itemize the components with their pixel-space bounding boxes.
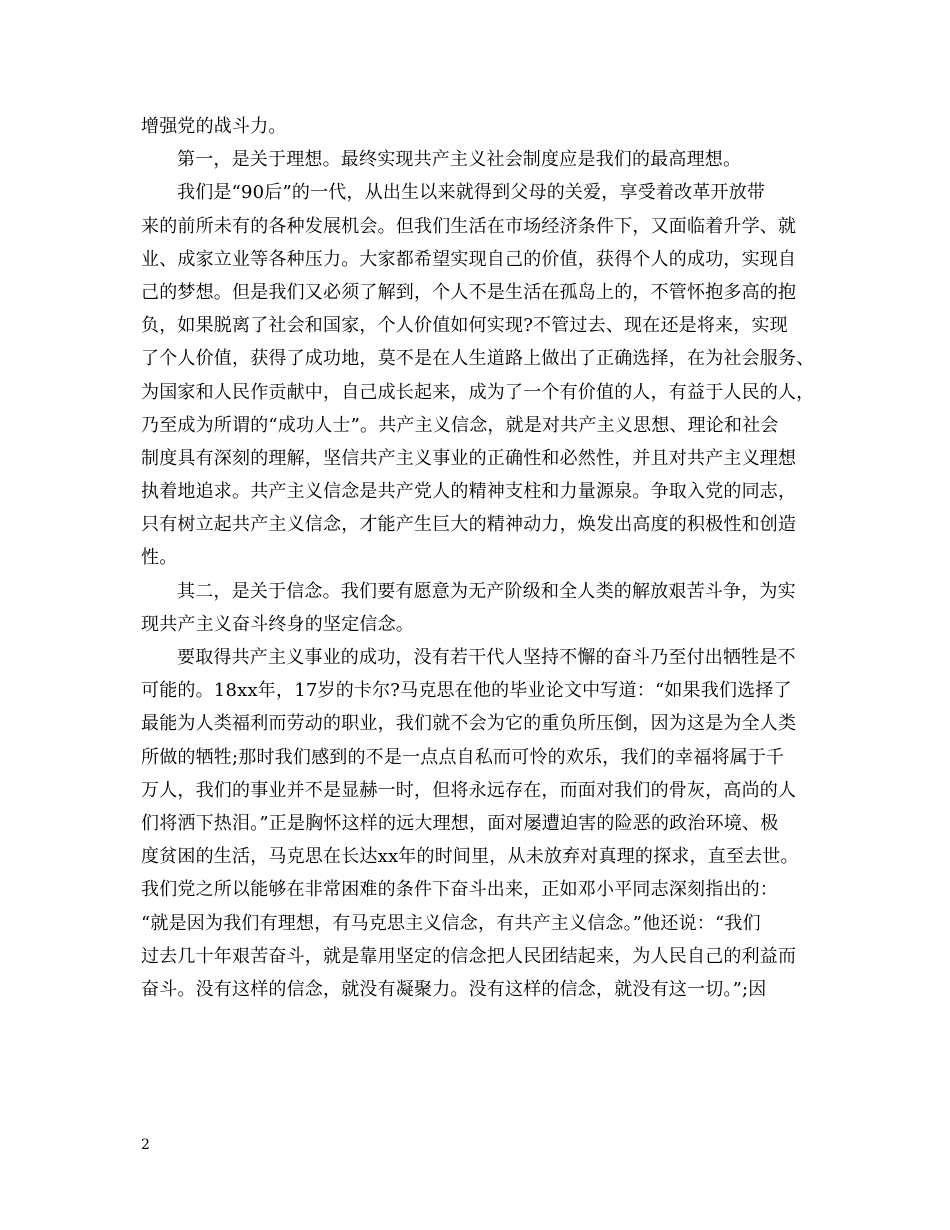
text-line: 所做的牺牲;那时我们感到的不是一点点自私而可怜的欢乐，我们的幸福将属于千 bbox=[141, 746, 785, 768]
text-line: 来的前所未有的各种发展机会。但我们生活在市场经济条件下，又面临着升学、就 bbox=[141, 215, 797, 237]
text-line: 可能的。18xx年，17岁的卡尔?马克思在他的毕业论文中写道：“如果我们选择了 bbox=[141, 680, 792, 702]
text-line: 制度具有深刻的理解，坚信共产主义事业的正确性和必然性，并且对共产主义理想 bbox=[141, 447, 797, 469]
document-body bbox=[141, 110, 815, 1006]
text-line: 己的梦想。但是我们又必须了解到，个人不是生活在孤岛上的，不管怀抱多高的抱 bbox=[141, 281, 797, 303]
paragraph-first-line: 我们是“90后”的一代，从出生以来就得到父母的关爱，享受着改革开放带 bbox=[177, 182, 766, 204]
text-line: 负，如果脱离了社会和国家，个人价值如何实现?不管过去、现在还是将来，实现 bbox=[141, 315, 788, 337]
text-line: 只有树立起共产主义信念，才能产生巨大的精神动力，焕发出高度的积极性和创造 bbox=[141, 514, 797, 536]
text-line: 乃至成为所谓的“成功人士”。共产主义信念，就是对共产主义思想、理论和社会 bbox=[141, 414, 779, 436]
paragraph-first-line: 第一，是关于理想。最终实现共产主义社会制度应是我们的最高理想。 bbox=[177, 149, 742, 171]
text-line: 增强党的战斗力。 bbox=[141, 116, 287, 137]
text-line: 我们党之所以能够在非常困难的条件下奋斗出来，正如邓小平同志深刻指出的： bbox=[141, 879, 778, 901]
text-line: 度贫困的生活，马克思在长达xx年的时间里，从未放弃对真理的探求，直至去世。 bbox=[141, 846, 799, 868]
paragraph-first-line: 要取得共产主义事业的成功，没有若干代人坚持不懈的奋斗乃至付出牺牲是不 bbox=[177, 647, 796, 668]
text-line: 性。 bbox=[141, 547, 178, 569]
text-line: 们将洒下热泪。”正是胸怀这样的远大理想，面对屡遭迫害的险恶的政治环境、极 bbox=[141, 812, 779, 834]
text-line: 万人，我们的事业并不是显赫一时，但将永远存在，而面对我们的骨灰，高尚的人 bbox=[141, 779, 797, 801]
text-line: 过去几十年艰苦奋斗，就是靠用坚定的信念把人民团结起来，为人民自己的利益而 bbox=[141, 945, 797, 967]
text-line: 最能为人类福利而劳动的职业，我们就不会为它的重负所压倒，因为这是为全人类 bbox=[141, 713, 797, 735]
text-line: 了个人价值，获得了成功地，莫不是在人生道路上做出了正确选择，在为社会服务、 bbox=[141, 348, 815, 370]
text-line: 业、成家立业等各种压力。大家都希望实现自己的价值，获得个人的成功，实现自 bbox=[141, 248, 797, 270]
text-line: 奋斗。没有这样的信念，就没有凝聚力。没有这样的信念，就没有这一切。”;因 bbox=[141, 978, 767, 1000]
text-line: 为国家和人民作贡献中，自己成长起来，成为了一个有价值的人，有益于人民的人， bbox=[141, 381, 815, 403]
page-number: 2 bbox=[141, 1137, 150, 1153]
text-line: “就是因为我们有理想，有马克思主义信念，有共产主义信念。”他还说：“我们 bbox=[141, 912, 761, 934]
paragraph-first-line: 其二，是关于信念。我们要有愿意为无产阶级和全人类的解放艰苦斗争，为实 bbox=[177, 580, 796, 602]
text-line: 现共产主义奋斗终身的坚定信念。 bbox=[141, 613, 414, 635]
text-line: 执着地追求。共产主义信念是共产党人的精神支柱和力量源泉。争取入党的同志， bbox=[141, 481, 797, 503]
